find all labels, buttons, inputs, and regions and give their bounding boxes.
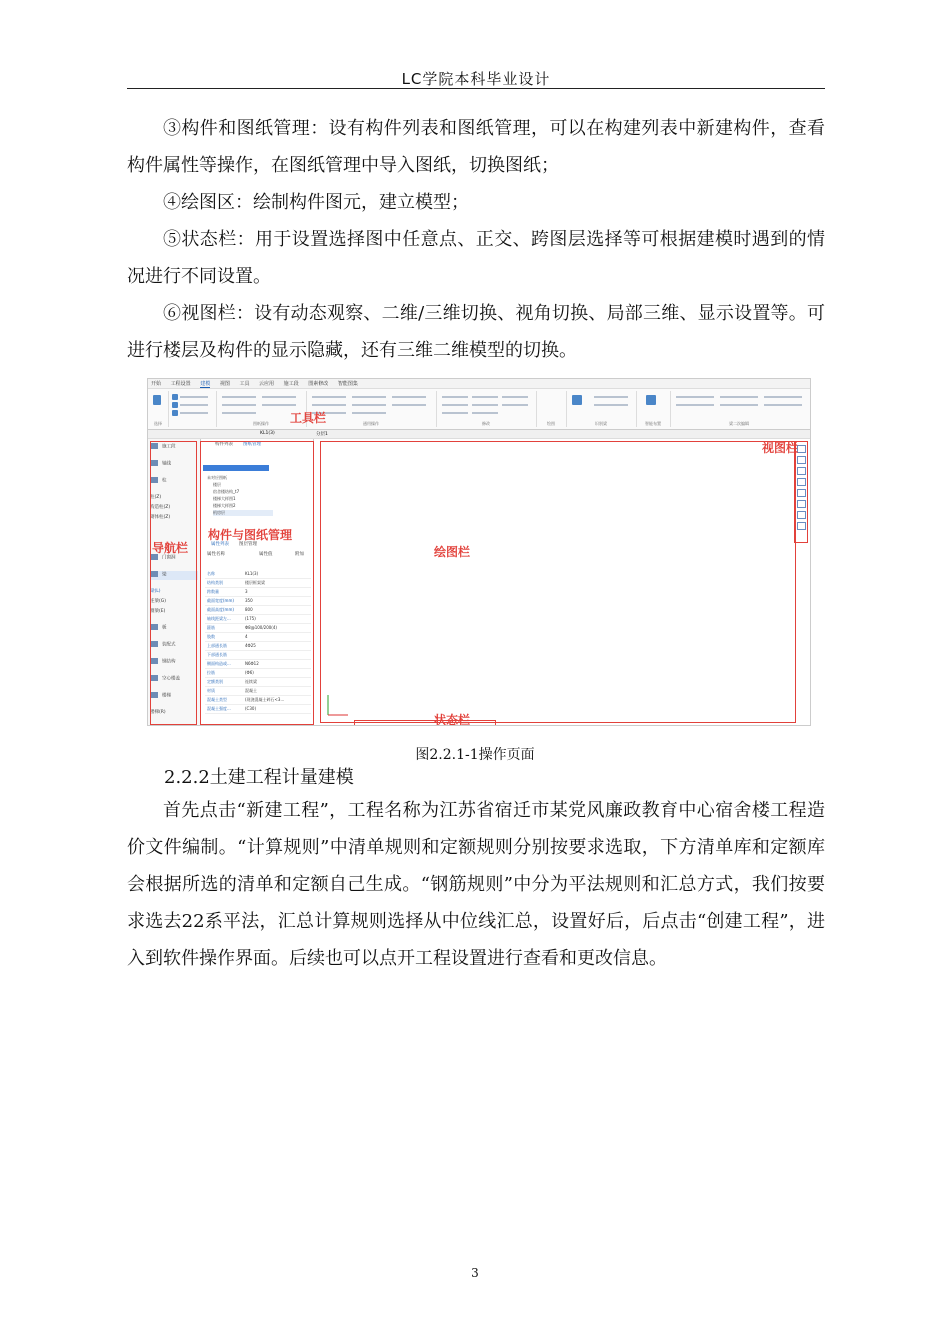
paragraph-new-project: 首先点击“新建工程”，工程名称为江苏省宿迁市某党风廉政教育中心宿舍楼工程造价文件编制。“计算规则”中清单规则和定额规则分别按要求选取，下方清单库和定额库会根据所选的清单和定额自己生成。“钢筋规则”中分为平法规则和汇总方式，我们按要求选去22系平法，汇总计算规则选择从中位线汇总，设置好后，后点击“创建工程”，进入到软件操作界面。后续也可以点开工程设置进行查看和更改信息。	[127, 800, 825, 969]
label-viewbar: 视图栏	[762, 441, 799, 455]
property-row[interactable]: 拉筋 (Φ6)	[205, 670, 311, 678]
menu-item[interactable]: 智能图集	[337, 381, 358, 387]
nav-item[interactable]: 装配式	[150, 641, 198, 650]
header-rule	[127, 88, 825, 89]
ribbon-group	[436, 391, 537, 427]
status-highlight-box	[354, 720, 496, 725]
prop-header: 属性值	[259, 552, 273, 557]
nav-item[interactable]: 楼梯(R)	[150, 710, 166, 715]
nav-item[interactable]: 连梁(G)	[150, 599, 166, 604]
property-row[interactable]: 下部通长筋	[205, 652, 311, 660]
tab-layer-management[interactable]: 图层管理	[239, 542, 257, 547]
nav-item[interactable]: 轴线	[150, 460, 198, 469]
ribbon-group-label: 选择	[154, 421, 162, 426]
property-row[interactable]: 混凝土类型 (现浇混凝土碎石<3...	[205, 697, 311, 705]
floor-toolbar	[148, 430, 810, 439]
nav-item[interactable]: 钢结构	[150, 658, 198, 667]
label-drawing: 绘图栏	[434, 545, 471, 559]
ribbon-group	[566, 391, 637, 427]
property-row[interactable]: 上部通长筋 4Φ25	[205, 643, 311, 651]
tab-property-list[interactable]: 属性列表	[211, 542, 229, 547]
paragraph-status: ⑤状态栏：用于设置选择图中任意点、正交、跨图层选择等可根据建模时遇到的情况进行不同设置。	[127, 229, 825, 287]
section-heading: 2.2.2土建工程计量建模	[164, 767, 354, 788]
property-row[interactable]: 肢数 4	[205, 634, 311, 642]
figure-caption: 图2.2.1-1操作页面	[415, 747, 535, 763]
nav-item[interactable]: 梁(L)	[150, 589, 161, 594]
ribbon-group	[148, 391, 169, 427]
ribbon-group	[670, 391, 808, 427]
prop-header: 附加	[295, 552, 304, 557]
property-row[interactable]: 跨数量 3	[205, 589, 311, 597]
property-row[interactable]: 箍筋 Φ8@100/200(4)	[205, 625, 311, 633]
menu-item[interactable]: 建模	[200, 381, 211, 387]
label-toolbar: 工具栏	[290, 411, 327, 425]
property-row[interactable]: 截面高度(mm) 800	[205, 607, 311, 615]
nav-item[interactable]: 空心楼盖	[150, 675, 198, 684]
nav-item[interactable]: 板	[150, 624, 198, 633]
ribbon	[148, 389, 810, 430]
tool-icon[interactable]	[172, 410, 178, 416]
nav-item[interactable]: 圈梁(E)	[150, 609, 166, 614]
menu-item[interactable]: 开始	[151, 381, 162, 387]
layer-select[interactable]: 分层1	[316, 432, 328, 437]
menu-item[interactable]: 云应用	[259, 381, 275, 387]
property-row[interactable]: 轴线距梁左... (175)	[205, 616, 311, 624]
menu-item[interactable]: 视图	[219, 381, 230, 387]
property-row[interactable]: 混凝土强度... (C30)	[205, 706, 311, 714]
tool-icon[interactable]	[172, 402, 178, 408]
tree-item[interactable]: 宿舍楼结构_t7	[213, 489, 240, 494]
viewbar-highlight-box	[794, 441, 808, 543]
ribbon-group-label: 通用操作	[363, 421, 379, 426]
select-icon[interactable]	[153, 395, 161, 405]
tree-item[interactable]: 楼梯大样图1	[213, 496, 236, 501]
tree-item-selected[interactable]: 机房层	[213, 510, 273, 516]
nav-item[interactable]: 砌体柱(Z)	[150, 515, 171, 520]
property-row[interactable]: 定额类别 连续梁	[205, 679, 311, 687]
menu-bar	[148, 379, 810, 389]
nav-item[interactable]: 柱	[150, 477, 198, 486]
nav-highlight-box	[150, 441, 197, 725]
component-select[interactable]: KL1(3)	[260, 431, 275, 436]
nav-item[interactable]: 门窗洞	[150, 554, 198, 563]
nav-item[interactable]: 构造柱(Z)	[150, 505, 171, 510]
tab-drawing-management[interactable]: 图纸管理	[243, 442, 261, 447]
nav-item[interactable]: 施工段	[150, 443, 198, 452]
ribbon-group-label: 图纸操作	[253, 421, 269, 426]
nav-item-selected[interactable]: 梁	[150, 571, 198, 580]
tree-item[interactable]: 楼梯大样图2	[213, 503, 236, 508]
label-status: 状态栏	[434, 713, 471, 726]
label-components: 构件与图纸管理	[208, 528, 293, 542]
tree-item[interactable]: 未对应图纸	[207, 475, 227, 480]
paragraph-view: ⑥视图栏：设有动态观察、二维/三维切换、视角切换、局部三维、显示设置等。可进行楼层及构件的显示隐藏，还有三维二维模型的切换。	[127, 303, 825, 361]
tree-item[interactable]: 楼层	[213, 482, 221, 487]
ribbon-group-label: 智能布置	[645, 421, 661, 426]
nav-item[interactable]: 柱(Z)	[150, 495, 162, 500]
paragraph-components: ③构件和图纸管理：设有构件列表和图纸管理，可以在构建列表中新建构件，查看构件属性等操作，在图纸管理中导入图纸，切换图纸；	[127, 118, 825, 176]
ribbon-group	[536, 391, 567, 427]
menu-item[interactable]: 工程设置	[170, 381, 191, 387]
menu-item[interactable]: 图素修改	[308, 381, 329, 387]
page-header: LC学院本科毕业设计	[401, 70, 551, 88]
page-number: 3	[471, 1266, 479, 1280]
drawing-highlight-box	[320, 441, 799, 723]
ribbon-group	[168, 391, 217, 427]
recognize-icon[interactable]	[572, 395, 582, 405]
menu-item[interactable]: 工具	[239, 381, 250, 387]
property-row[interactable]: 侧面构造或... N6Φ12	[205, 661, 311, 669]
component-highlight-box	[200, 441, 314, 725]
smart-layout-icon[interactable]	[646, 395, 656, 405]
software-screenshot	[147, 378, 811, 726]
property-row[interactable]: 名称 KL1(3)	[205, 571, 311, 579]
ribbon-group	[636, 391, 671, 427]
prop-header: 属性名称	[207, 552, 225, 557]
property-row[interactable]: 材质 混凝土	[205, 688, 311, 696]
tool-icon[interactable]	[172, 394, 178, 400]
property-row[interactable]: 截面宽度(mm) 350	[205, 598, 311, 606]
property-row[interactable]: 结构类别 楼层框架梁	[205, 580, 311, 588]
menu-item[interactable]: 施工段	[283, 381, 299, 387]
paragraph-drawing: ④绘图区：绘制构件图元，建立模型；	[163, 192, 469, 213]
label-nav: 导航栏	[152, 541, 189, 555]
ribbon-group-label: 绘图	[547, 421, 555, 426]
tab-component-list[interactable]: 构件列表	[215, 442, 233, 447]
ribbon-group-label: 识别梁	[595, 421, 607, 426]
ribbon-group-label: 修改	[482, 421, 490, 426]
ribbon-group-label: 梁二次编辑	[729, 421, 749, 426]
nav-item[interactable]: 楼梯	[150, 692, 198, 701]
